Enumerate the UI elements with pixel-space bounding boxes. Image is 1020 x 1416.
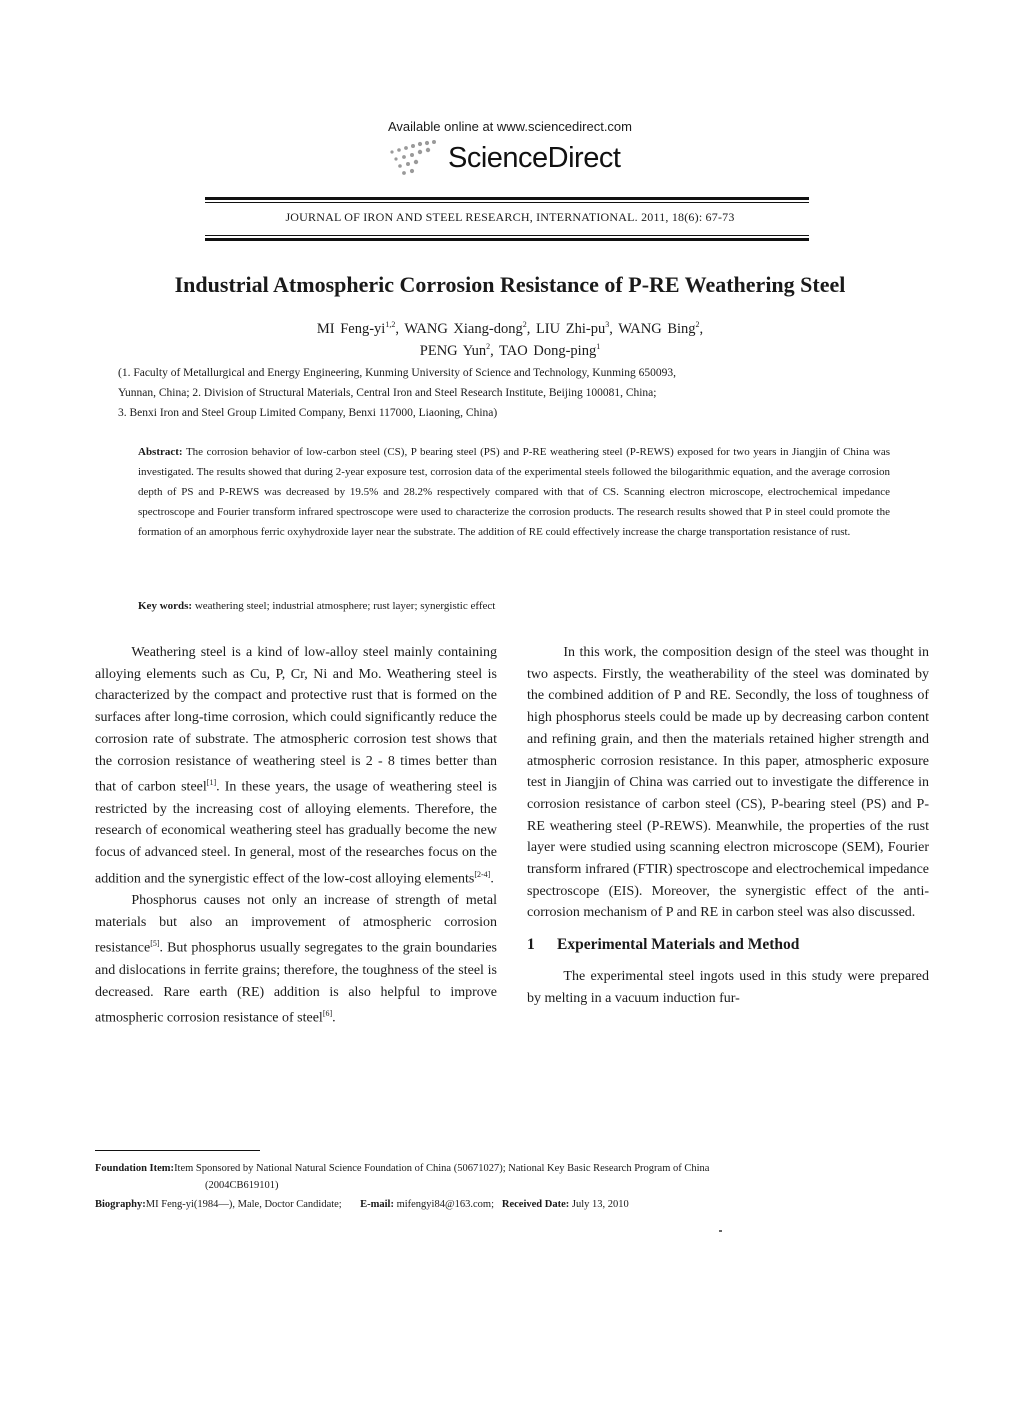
body-paragraph: The experimental steel ingots used in this study were prepared by melting in a vacuum induction fur- (527, 968, 929, 1006)
author-affil: 3 (605, 320, 610, 329)
footnote-biography (95, 1196, 935, 1213)
abstract-label: Abstract: (138, 446, 183, 458)
citation: [2-4] (474, 869, 491, 879)
author-name: WANG Bing (618, 320, 696, 337)
header-rule-top-thin (205, 202, 809, 203)
sciencedirect-brand: ScienceDirect (448, 142, 621, 174)
affiliation-line-2: Yunnan, China; 2. Division of Structural Materials, Central Iron and Steel Research Institute, Beijing 100081, China; (118, 387, 657, 399)
biography-label: Biography: (95, 1199, 146, 1210)
affiliation-line-3: 3. Benxi Iron and Steel Group Limited Company, Benxi 117000, Liaoning, China) (118, 407, 498, 419)
author-line-1 (0, 320, 1020, 338)
section-heading (527, 934, 929, 956)
author-affil: 2 (486, 342, 491, 351)
abstract (138, 442, 890, 542)
body-column-right (527, 642, 929, 1009)
keywords-label: Key words: (138, 600, 193, 612)
author-name: LIU Zhi-pu (535, 320, 606, 337)
header-rule-top (205, 197, 809, 200)
available-online-text: Available online at www.sciencedirect.com (388, 119, 632, 134)
email-label: E-mail: (360, 1199, 394, 1210)
body-paragraph (95, 642, 497, 890)
body-text: . In these years, the usage of weathering steel is restricted by the increasing cost of alloying elements. Therefore, the research of economical weathering steel has gradually become the new focus of advanced steel. In general, most of the researches focus on the addition and the synergistic effect of the low-cost alloying elements (95, 779, 498, 887)
email-text: mifengyi84@163.com; (396, 1199, 495, 1210)
body-text: . (332, 1010, 336, 1026)
author-name: TAO Dong-ping (499, 342, 597, 359)
abstract-text: The corrosion behavior of low-carbon steel (CS), P bearing steel (PS) and P-RE weathering steel (P-REWS) exposed for two years in Jiangjin of China was investigated. The results showed that during 2-year exposure test, corrosion data of the experimental steels followed the bilogarithmic equation, and the average corrosion depth of PS and P-REWS was decreased by 19.5% and 28.2% respectively compared with that of CS. Scanning electron microscope, electrochemical impedance spectroscope and Fourier transform infrared spectroscope were used to characterize the corrosion products. The research results showed that P in steel could promote the formation of an amorphous ferric oxyhydroxide layer near the substrate. The addition of RE could effectively increase the charge transportation resistance of rust. (138, 446, 891, 538)
author-name: MI Feng-yi (316, 320, 386, 337)
section-title: Experimental Materials and Method (557, 936, 800, 954)
footnote-rule (95, 1150, 260, 1151)
author-sep: , (609, 320, 619, 337)
body-text: Phosphorus causes not only an increase of strength of metal materials but also an improvement of atmospheric corrosion resistance (95, 893, 497, 957)
sciencedirect-dots-icon (382, 138, 448, 180)
author-affil: 2 (522, 320, 527, 329)
body-paragraph: In this work, the composition design of the steel was thought in two aspects. Firstly, the weatherability of the steel was dominated by the combined addition of P and RE. Secondly, the loss of toughness of high phosphorus steels could be made up by decreasing carbon content and refining grain, and then the materials retained higher strength and atmospheric corrosion resistance. In this paper, atmospheric exposure test in Jiangjin of China was carried out to investigate the difference in corrosion resistance of carbon steel (CS), P-bearing steel (PS) and P-RE weathering steel (P-REWS). Meanwhile, the properties of the rust layer were studied using scanning electron microscope (SEM), Fourier transform infrared (FTIR) spectroscope and electrochemical impedance spectroscope (EIS). Moreover, the synergistic effect of the anti-corrosion mechanism of P and RE in carbon steel was also discussed. (527, 645, 929, 921)
author-line-2 (0, 342, 1020, 360)
citation: [6] (322, 1009, 333, 1019)
journal-citation: JOURNAL OF IRON AND STEEL RESEARCH, INTERNATIONAL. 2011, 18(6): 67-73 (285, 210, 735, 224)
author-sep: , (490, 342, 500, 359)
citation: [5] (150, 939, 160, 949)
foundation-label: Foundation Item: (95, 1163, 175, 1174)
received-label: Received Date: (501, 1199, 570, 1210)
author-sep: , (395, 320, 405, 337)
affiliation-line-1: (1. Faculty of Metallurgical and Energy Engineering, Kunming University of Science and Technology, Kunming 650093, (118, 367, 677, 379)
author-sep: , (526, 320, 536, 337)
author-affil: 2 (695, 320, 700, 329)
sciencedirect-logo (382, 138, 642, 180)
foundation-text: Item Sponsored by National Natural Science Foundation of China (50671027); National Key Basic Research Program of China (174, 1163, 710, 1174)
keywords-text: weathering steel; industrial atmosphere; rust layer; synergistic effect (194, 600, 496, 612)
scan-speck (719, 1230, 722, 1232)
body-text: . (490, 871, 494, 887)
author-affil: 1 (596, 342, 601, 351)
body-column-left (95, 642, 497, 1030)
body-paragraph (95, 890, 497, 1030)
header-rule-bottom-thin (205, 235, 809, 236)
author-name: PENG Yun (419, 342, 487, 359)
footnote-foundation (95, 1160, 935, 1177)
header-rule-bottom (205, 238, 809, 241)
body-text: . But phosphorus usually segregates to the grain boundaries and dislocations in ferrite grains; therefore, the toughness of the steel is decreased. Rare earth (RE) addition is also helpful to improve atmospheric corrosion resistance of steel (95, 941, 497, 1026)
keywords (138, 600, 890, 612)
author-sep: , (699, 320, 704, 337)
section-number: 1 (527, 936, 535, 954)
received-text: July 13, 2010 (571, 1199, 629, 1210)
citation: [1] (206, 778, 217, 788)
footnote-foundation-cont: (2004CB619101) (205, 1180, 279, 1191)
author-affil: 1,2 (385, 320, 396, 329)
biography-text: MI Feng-yi(1984—), Male, Doctor Candidate; (145, 1199, 342, 1210)
paper-title: Industrial Atmospheric Corrosion Resistance of P-RE Weathering Steel (174, 272, 846, 297)
author-name: WANG Xiang-dong (404, 320, 523, 337)
body-text: Weathering steel is a kind of low-alloy steel mainly containing alloying elements such as Cu, P, Cr, Ni and Mo. Weathering steel is characterized by the compact and protective rust that is formed on the surfaces after long-time corrosion, which could significantly reduce the corrosion rate of substrate. The atmospheric corrosion test shows that the corrosion resistance of weathering steel is 2 - 8 times better than that of carbon steel (95, 645, 497, 795)
